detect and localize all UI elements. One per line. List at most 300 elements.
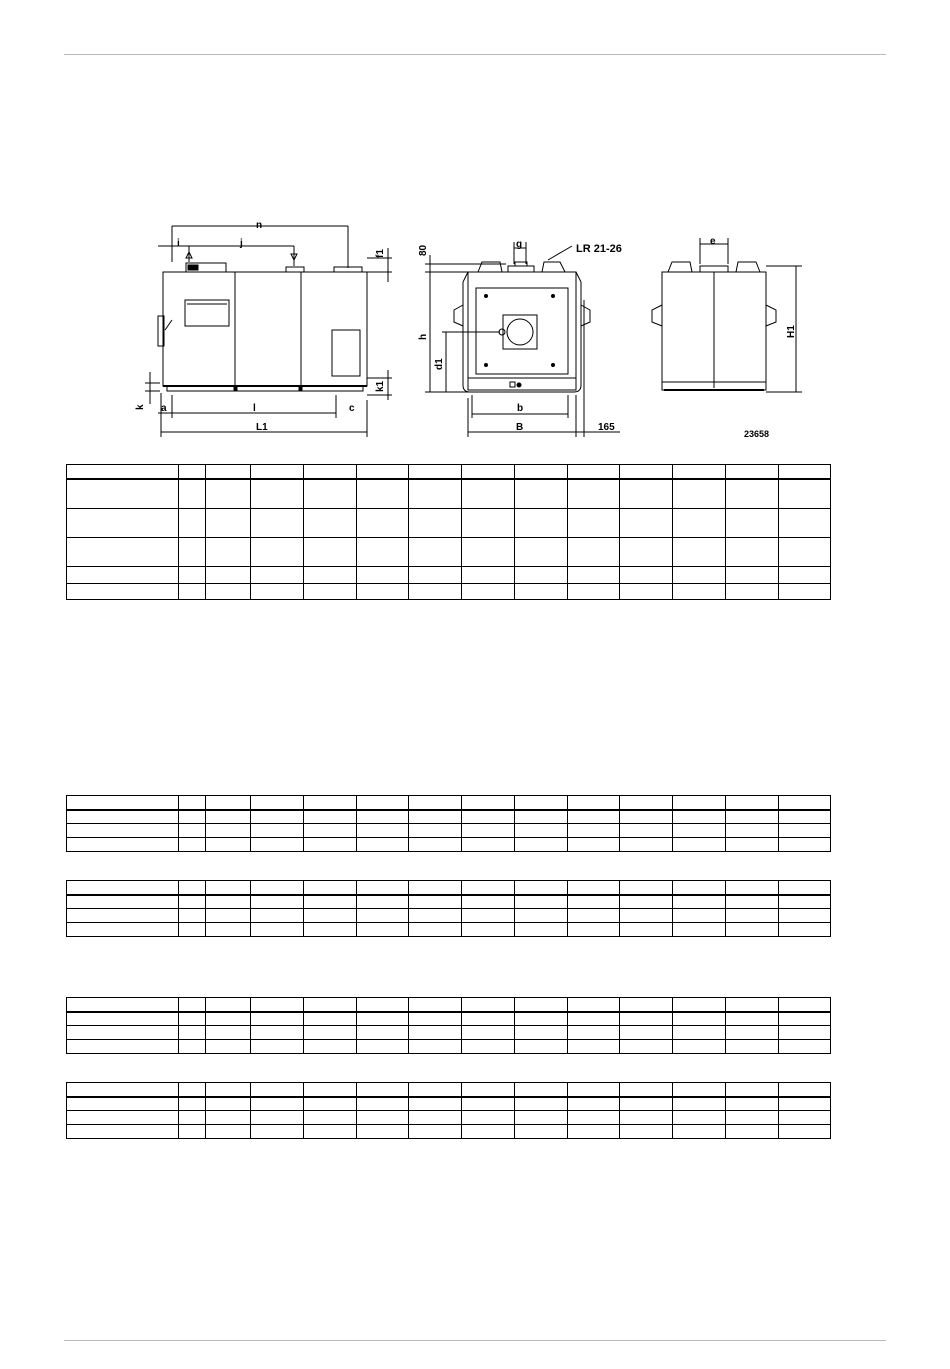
table-cell: [725, 923, 778, 937]
table-cell: [462, 1083, 515, 1097]
table-cell: [409, 1012, 462, 1026]
table-cell: [514, 1040, 567, 1054]
table-cell: [206, 479, 251, 508]
table-cell: [620, 909, 673, 923]
table-cell: [179, 567, 206, 583]
table-cell: [778, 1125, 831, 1139]
table-cell: [725, 567, 778, 583]
table-cell: [67, 1125, 179, 1139]
table-cell: [620, 465, 673, 479]
table-cell: [462, 824, 515, 838]
table-cell: [673, 838, 726, 852]
table-cell: [251, 1083, 304, 1097]
table-cell: [673, 909, 726, 923]
table-cell: [251, 1012, 304, 1026]
label-k1: k1: [375, 380, 386, 392]
table-cell: [620, 923, 673, 937]
table-cell: [778, 796, 831, 810]
table-cell: [251, 1040, 304, 1054]
table-cell: [567, 1012, 620, 1026]
table-cell: [206, 998, 251, 1012]
table-cell: [206, 1040, 251, 1054]
table-cell: [179, 465, 206, 479]
table-cell: [514, 838, 567, 852]
table-cell: [620, 479, 673, 508]
table-cell: [778, 567, 831, 583]
table-cell: [778, 810, 831, 824]
table-cell: [725, 1040, 778, 1054]
table-cell: [67, 1111, 179, 1125]
table-cell: [620, 508, 673, 537]
table-cell: [778, 1012, 831, 1026]
table-cell: [179, 1125, 206, 1139]
table-cell: [567, 824, 620, 838]
table-cell: [206, 881, 251, 895]
label-B: B: [516, 422, 524, 433]
table-cell: [409, 1097, 462, 1111]
table-cell: [567, 567, 620, 583]
table-cell: [409, 1125, 462, 1139]
table-cell: [179, 824, 206, 838]
table-cell: [251, 1125, 304, 1139]
table-cell: [206, 583, 251, 599]
table-cell: [514, 824, 567, 838]
table-cell: [251, 465, 304, 479]
table-row: [67, 1097, 884, 1111]
table-cell: [356, 810, 409, 824]
table-cell: [673, 895, 726, 909]
table-cell: [206, 909, 251, 923]
table-cell: [778, 1097, 831, 1111]
table-cell: [462, 895, 515, 909]
table-row: [67, 796, 884, 810]
table-row: [67, 1111, 884, 1125]
table-cell: [303, 1040, 356, 1054]
table-cell: [778, 1111, 831, 1125]
table-cell: [251, 881, 304, 895]
table-cell: [179, 998, 206, 1012]
table-cell: [567, 1125, 620, 1139]
table-cell: [303, 824, 356, 838]
table-cell: [725, 909, 778, 923]
table-cell: [462, 1097, 515, 1111]
table-row: [67, 567, 884, 583]
table-cell: [409, 824, 462, 838]
flue-opening: [507, 319, 533, 345]
table-cell: [567, 465, 620, 479]
table-cell: [409, 810, 462, 824]
table-cell: [206, 1111, 251, 1125]
label-c: c: [349, 403, 355, 414]
table-cell: [514, 1125, 567, 1139]
label-L1: L1: [256, 422, 268, 433]
table-row: [67, 810, 884, 824]
table-cell: [409, 508, 462, 537]
table-cell: [462, 838, 515, 852]
table-cell: [409, 895, 462, 909]
table-cell: [179, 1012, 206, 1026]
table-cell: [409, 1083, 462, 1097]
table-cell: [514, 1026, 567, 1040]
table-cell: [251, 567, 304, 583]
table-cell: [673, 1012, 726, 1026]
table-cell: [251, 479, 304, 508]
table-cell: [67, 1097, 179, 1111]
table-cell: [620, 895, 673, 909]
table-cell: [620, 583, 673, 599]
label-b: b: [517, 403, 524, 414]
table-cell: [673, 1097, 726, 1111]
table-cell: [514, 465, 567, 479]
label-i: i: [177, 238, 180, 249]
table-cell: [673, 810, 726, 824]
footer-rule: [64, 1340, 886, 1341]
table-cell: [303, 810, 356, 824]
table-cell: [206, 538, 251, 567]
label-e: e: [710, 236, 716, 247]
table-row: [67, 881, 884, 895]
table-cell: [778, 1026, 831, 1040]
table-cell: [725, 1083, 778, 1097]
technical-drawing: [0, 200, 950, 450]
table-cell: [462, 998, 515, 1012]
table-cell: [409, 881, 462, 895]
table-cell: [67, 838, 179, 852]
table-cell: [620, 796, 673, 810]
table-cell: [725, 479, 778, 508]
table-cell: [67, 810, 179, 824]
table-cell: [409, 1111, 462, 1125]
table-cell: [673, 479, 726, 508]
table-cell: [567, 1026, 620, 1040]
table-cell: [303, 465, 356, 479]
table-cell: [673, 796, 726, 810]
table-cell: [67, 1012, 179, 1026]
table-cell: [67, 465, 179, 479]
table-cell: [206, 508, 251, 537]
table-cell: [462, 567, 515, 583]
label-g: g: [516, 239, 523, 250]
table-cell: [567, 909, 620, 923]
table-cell: [620, 838, 673, 852]
table-cell: [778, 895, 831, 909]
table-cell: [620, 1111, 673, 1125]
table-cell: [206, 567, 251, 583]
table-cell: [356, 1083, 409, 1097]
table-cell: [462, 796, 515, 810]
table-4: [66, 997, 884, 1054]
table-cell: [514, 1097, 567, 1111]
table-cell: [409, 796, 462, 810]
table-row: [67, 465, 884, 479]
table-cell: [514, 881, 567, 895]
table-cell: [673, 1026, 726, 1040]
table-row: [67, 1040, 884, 1054]
table-cell: [303, 895, 356, 909]
table-cell: [251, 796, 304, 810]
table-cell: [778, 923, 831, 937]
table-cell: [356, 1012, 409, 1026]
table-cell: [206, 1097, 251, 1111]
table-cell: [67, 998, 179, 1012]
table-cell: [514, 895, 567, 909]
table-cell: [67, 583, 179, 599]
table-cell: [251, 895, 304, 909]
table-cell: [725, 465, 778, 479]
table-cell: [620, 998, 673, 1012]
table-cell: [67, 796, 179, 810]
table-cell: [409, 909, 462, 923]
label-k: k: [135, 404, 146, 410]
table-cell: [778, 1040, 831, 1054]
table-row: [67, 824, 884, 838]
table-cell: [251, 838, 304, 852]
table-cell: [179, 909, 206, 923]
table-cell: [778, 909, 831, 923]
table-cell: [251, 810, 304, 824]
table-cell: [567, 881, 620, 895]
table-cell: [179, 508, 206, 537]
table-cell: [409, 1040, 462, 1054]
table-cell: [567, 998, 620, 1012]
table-cell: [673, 923, 726, 937]
table-cell: [67, 895, 179, 909]
table-cell: [206, 465, 251, 479]
table-cell: [620, 1097, 673, 1111]
table-cell: [179, 923, 206, 937]
table-cell: [462, 538, 515, 567]
table-cell: [303, 1125, 356, 1139]
table-cell: [251, 824, 304, 838]
table-cell: [725, 998, 778, 1012]
label-165: 165: [598, 422, 615, 433]
table-cell: [778, 824, 831, 838]
label-d1: d1: [434, 358, 445, 370]
table-cell: [409, 567, 462, 583]
table-cell: [179, 838, 206, 852]
table-cell: [409, 583, 462, 599]
table-cell: [303, 508, 356, 537]
table-cell: [179, 881, 206, 895]
table-cell: [303, 583, 356, 599]
label-80: 80: [418, 244, 429, 256]
table-cell: [179, 810, 206, 824]
table-cell: [462, 909, 515, 923]
table-cell: [673, 1125, 726, 1139]
label-H1: H1: [786, 325, 797, 338]
label-f1: f1: [375, 249, 386, 258]
table-cell: [620, 810, 673, 824]
table-cell: [462, 1012, 515, 1026]
table-cell: [206, 810, 251, 824]
table-cell: [725, 583, 778, 599]
table-cell: [67, 538, 179, 567]
table-cell: [567, 508, 620, 537]
table-cell: [462, 1040, 515, 1054]
table-cell: [356, 508, 409, 537]
table-cell: [778, 1083, 831, 1097]
table-cell: [462, 465, 515, 479]
table-cell: [303, 881, 356, 895]
table-cell: [462, 1026, 515, 1040]
table-cell: [303, 1111, 356, 1125]
table-cell: [514, 583, 567, 599]
front-view-body: [468, 272, 576, 390]
table-cell: [303, 1083, 356, 1097]
table-cell: [673, 583, 726, 599]
table-cell: [356, 465, 409, 479]
table-cell: [409, 538, 462, 567]
table-cell: [251, 1026, 304, 1040]
table-cell: [778, 465, 831, 479]
table-row: [67, 1012, 884, 1026]
table-cell: [356, 838, 409, 852]
table-cell: [462, 1125, 515, 1139]
table-cell: [725, 1111, 778, 1125]
table-cell: [514, 567, 567, 583]
table-cell: [567, 810, 620, 824]
table-row: [67, 1026, 884, 1040]
table-cell: [725, 895, 778, 909]
table-cell: [567, 583, 620, 599]
table-cell: [620, 567, 673, 583]
table-cell: [567, 796, 620, 810]
table-cell: [303, 923, 356, 937]
table-cell: [251, 583, 304, 599]
table-cell: [356, 1026, 409, 1040]
table-5: [66, 1082, 884, 1139]
table-cell: [303, 1026, 356, 1040]
table-cell: [303, 909, 356, 923]
table-row: [67, 508, 884, 537]
table-cell: [251, 923, 304, 937]
table-cell: [206, 796, 251, 810]
table-cell: [409, 465, 462, 479]
table-cell: [620, 1083, 673, 1097]
table-cell: [673, 1040, 726, 1054]
table-cell: [778, 538, 831, 567]
table-cell: [206, 923, 251, 937]
table-row: [67, 909, 884, 923]
table-cell: [725, 881, 778, 895]
table-cell: [67, 923, 179, 937]
table-cell: [620, 881, 673, 895]
table-cell: [673, 1083, 726, 1097]
table-cell: [673, 824, 726, 838]
table-row: [67, 479, 884, 508]
table-cell: [725, 810, 778, 824]
table-row: [67, 998, 884, 1012]
table-cell: [356, 1040, 409, 1054]
table-cell: [251, 508, 304, 537]
table-cell: [567, 1040, 620, 1054]
main-dimensions-table: [66, 464, 884, 600]
label-n: n: [256, 220, 263, 231]
table-cell: [303, 1012, 356, 1026]
table-cell: [206, 838, 251, 852]
table-cell: [67, 508, 179, 537]
table-cell: [567, 923, 620, 937]
table-cell: [673, 508, 726, 537]
table-row: [67, 583, 884, 599]
table-cell: [462, 1111, 515, 1125]
table-cell: [206, 1012, 251, 1026]
table-cell: [356, 881, 409, 895]
front-plate: [476, 288, 568, 374]
table-cell: [673, 567, 726, 583]
table-cell: [567, 1083, 620, 1097]
table-cell: [251, 1097, 304, 1111]
table-cell: [179, 479, 206, 508]
table-cell: [514, 508, 567, 537]
table-cell: [462, 583, 515, 599]
table-cell: [514, 1111, 567, 1125]
table-cell: [673, 881, 726, 895]
table-cell: [67, 567, 179, 583]
table-cell: [514, 538, 567, 567]
table-cell: [462, 923, 515, 937]
table-cell: [462, 881, 515, 895]
table-cell: [356, 479, 409, 508]
table-cell: [251, 909, 304, 923]
table-cell: [725, 1125, 778, 1139]
table-cell: [179, 1097, 206, 1111]
table-cell: [356, 923, 409, 937]
inspection-panel: [332, 330, 360, 376]
table-cell: [725, 796, 778, 810]
table-cell: [620, 1012, 673, 1026]
table-cell: [356, 1111, 409, 1125]
table-cell: [67, 479, 179, 508]
table-cell: [778, 838, 831, 852]
table-cell: [409, 998, 462, 1012]
table-cell: [67, 1040, 179, 1054]
table-cell: [303, 1097, 356, 1111]
table-cell: [251, 538, 304, 567]
table-cell: [778, 508, 831, 537]
table-cell: [179, 796, 206, 810]
table-cell: [303, 796, 356, 810]
table-row: [67, 538, 884, 567]
table-cell: [303, 538, 356, 567]
table-cell: [725, 538, 778, 567]
table-row: [67, 1083, 884, 1097]
table-cell: [356, 583, 409, 599]
table-cell: [67, 824, 179, 838]
label-a: a: [161, 403, 167, 414]
table-cell: [303, 838, 356, 852]
table-cell: [567, 838, 620, 852]
table-cell: [514, 1083, 567, 1097]
table-cell: [567, 1111, 620, 1125]
table-cell: [206, 824, 251, 838]
table-cell: [356, 895, 409, 909]
table-cell: [620, 538, 673, 567]
table-cell: [462, 479, 515, 508]
table-cell: [673, 998, 726, 1012]
table-cell: [67, 1026, 179, 1040]
table-cell: [303, 479, 356, 508]
table-cell: [620, 1125, 673, 1139]
table-cell: [356, 909, 409, 923]
table-cell: [206, 1125, 251, 1139]
label-h: h: [418, 333, 429, 340]
table-cell: [179, 1083, 206, 1097]
drawing-reference-number: 23658: [744, 429, 770, 439]
table-cell: [725, 1012, 778, 1026]
table-cell: [778, 998, 831, 1012]
table-cell: [725, 1026, 778, 1040]
